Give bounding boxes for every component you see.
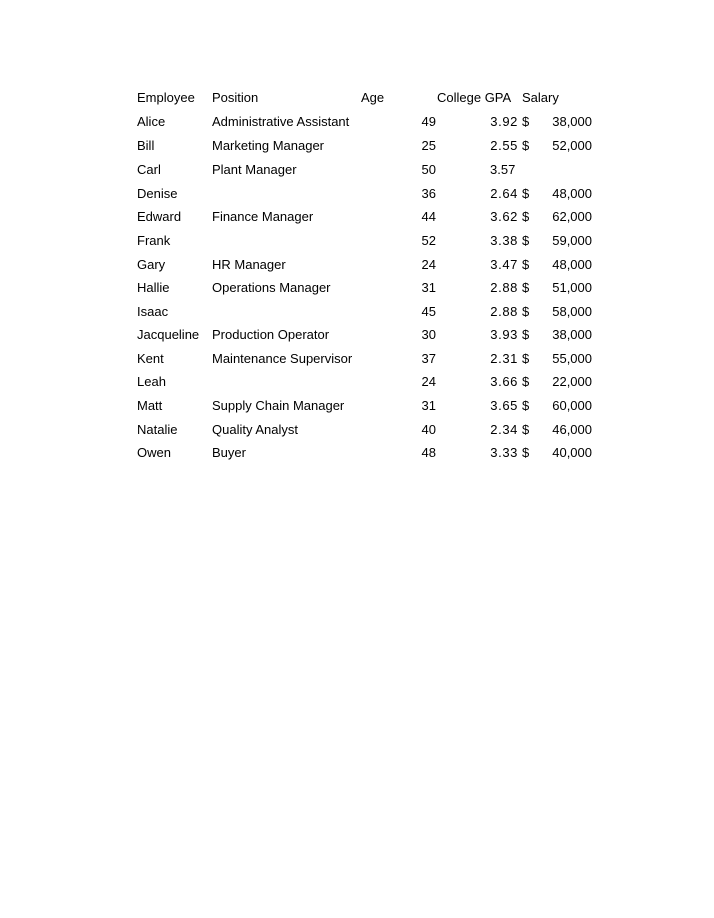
employee-cell: Owen: [137, 445, 171, 460]
age-cell: 44: [421, 209, 436, 224]
gpa-cell: 3.57: [490, 162, 516, 177]
table-row: [0, 349, 714, 369]
currency-cell: $: [522, 445, 530, 460]
position-cell: Administrative Assistant: [212, 114, 350, 129]
employee-cell: Hallie: [137, 280, 170, 295]
gpa-cell: 3.92: [490, 114, 518, 129]
table-row: [0, 278, 714, 298]
age-cell: 24: [421, 374, 436, 389]
table-row: [0, 325, 714, 345]
position-cell: Maintenance Supervisor: [212, 351, 353, 366]
gpa-cell: 3.47: [490, 257, 518, 272]
employee-cell: Kent: [137, 351, 164, 366]
position-cell: Marketing Manager: [212, 138, 324, 153]
currency-cell: $: [522, 209, 530, 224]
header-employee: Employee: [137, 90, 195, 105]
currency-cell: $: [522, 327, 530, 342]
age-cell: 45: [421, 304, 436, 319]
salary-cell: 38,000: [552, 114, 592, 129]
age-cell: 25: [421, 138, 436, 153]
currency-cell: $: [522, 257, 530, 272]
employee-cell: Leah: [137, 374, 166, 389]
employee-cell: Alice: [137, 114, 166, 129]
age-cell: 50: [421, 162, 436, 177]
currency-cell: $: [522, 280, 530, 295]
gpa-cell: 3.93: [490, 327, 518, 342]
gpa-cell: 2.88: [490, 304, 518, 319]
position-cell: Quality Analyst: [212, 422, 298, 437]
age-cell: 52: [421, 233, 436, 248]
header-row: [0, 88, 714, 108]
salary-cell: 40,000: [552, 445, 592, 460]
gpa-cell: 2.55: [490, 138, 518, 153]
position-cell: Plant Manager: [212, 162, 297, 177]
salary-cell: 55,000: [552, 351, 592, 366]
salary-cell: 60,000: [552, 398, 592, 413]
employee-cell: Carl: [137, 162, 161, 177]
currency-cell: $: [522, 398, 530, 413]
currency-cell: $: [522, 351, 530, 366]
age-cell: 49: [421, 114, 436, 129]
gpa-cell: 2.31: [490, 351, 518, 366]
table-row: [0, 302, 714, 322]
salary-cell: 59,000: [552, 233, 592, 248]
salary-cell: 62,000: [552, 209, 592, 224]
age-cell: 30: [421, 327, 436, 342]
salary-cell: 51,000: [552, 280, 592, 295]
gpa-cell: 2.64: [490, 186, 518, 201]
employee-cell: Gary: [137, 257, 166, 272]
table-row: [0, 160, 714, 180]
table-row: [0, 420, 714, 440]
table-row: [0, 255, 714, 275]
table-row: [0, 184, 714, 204]
salary-cell: 46,000: [552, 422, 592, 437]
header-age: Age: [361, 90, 385, 105]
currency-cell: $: [522, 304, 530, 319]
position-cell: Production Operator: [212, 327, 330, 342]
currency-cell: $: [522, 422, 530, 437]
employee-cell: Jacqueline: [137, 327, 200, 342]
age-cell: 24: [421, 257, 436, 272]
salary-cell: 52,000: [552, 138, 592, 153]
table-row: [0, 136, 714, 156]
employee-cell: Denise: [137, 186, 178, 201]
gpa-cell: 3.38: [490, 233, 518, 248]
position-cell: HR Manager: [212, 257, 286, 272]
header-salary: Salary: [522, 90, 559, 105]
employee-cell: Matt: [137, 398, 163, 413]
employee-cell: Frank: [137, 233, 171, 248]
currency-cell: $: [522, 114, 530, 129]
age-cell: 48: [421, 445, 436, 460]
table-row: [0, 443, 714, 463]
currency-cell: $: [522, 186, 530, 201]
table-row: [0, 231, 714, 251]
salary-cell: 48,000: [552, 186, 592, 201]
table-row: [0, 207, 714, 227]
salary-cell: 48,000: [552, 257, 592, 272]
gpa-cell: 2.34: [490, 422, 518, 437]
gpa-cell: 3.65: [490, 398, 518, 413]
position-cell: Buyer: [212, 445, 246, 460]
gpa-cell: 3.62: [490, 209, 518, 224]
header-college-gpa: College GPA: [437, 90, 512, 105]
age-cell: 31: [421, 280, 436, 295]
employee-cell: Edward: [137, 209, 182, 224]
table-row: [0, 396, 714, 416]
salary-cell: 58,000: [552, 304, 592, 319]
gpa-cell: 3.66: [490, 374, 518, 389]
employee-cell: Natalie: [137, 422, 178, 437]
table-row: [0, 112, 714, 132]
salary-cell: 38,000: [552, 327, 592, 342]
gpa-cell: 2.88: [490, 280, 518, 295]
age-cell: 40: [421, 422, 436, 437]
age-cell: 37: [421, 351, 436, 366]
employee-cell: Bill: [137, 138, 155, 153]
employee-cell: Isaac: [137, 304, 169, 319]
age-cell: 31: [421, 398, 436, 413]
table-row: [0, 372, 714, 392]
currency-cell: $: [522, 138, 530, 153]
header-position: Position: [212, 90, 259, 105]
position-cell: Supply Chain Manager: [212, 398, 345, 413]
position-cell: Finance Manager: [212, 209, 314, 224]
currency-cell: $: [522, 374, 530, 389]
currency-cell: $: [522, 233, 530, 248]
age-cell: 36: [421, 186, 436, 201]
gpa-cell: 3.33: [490, 445, 518, 460]
salary-cell: 22,000: [552, 374, 592, 389]
position-cell: Operations Manager: [212, 280, 331, 295]
